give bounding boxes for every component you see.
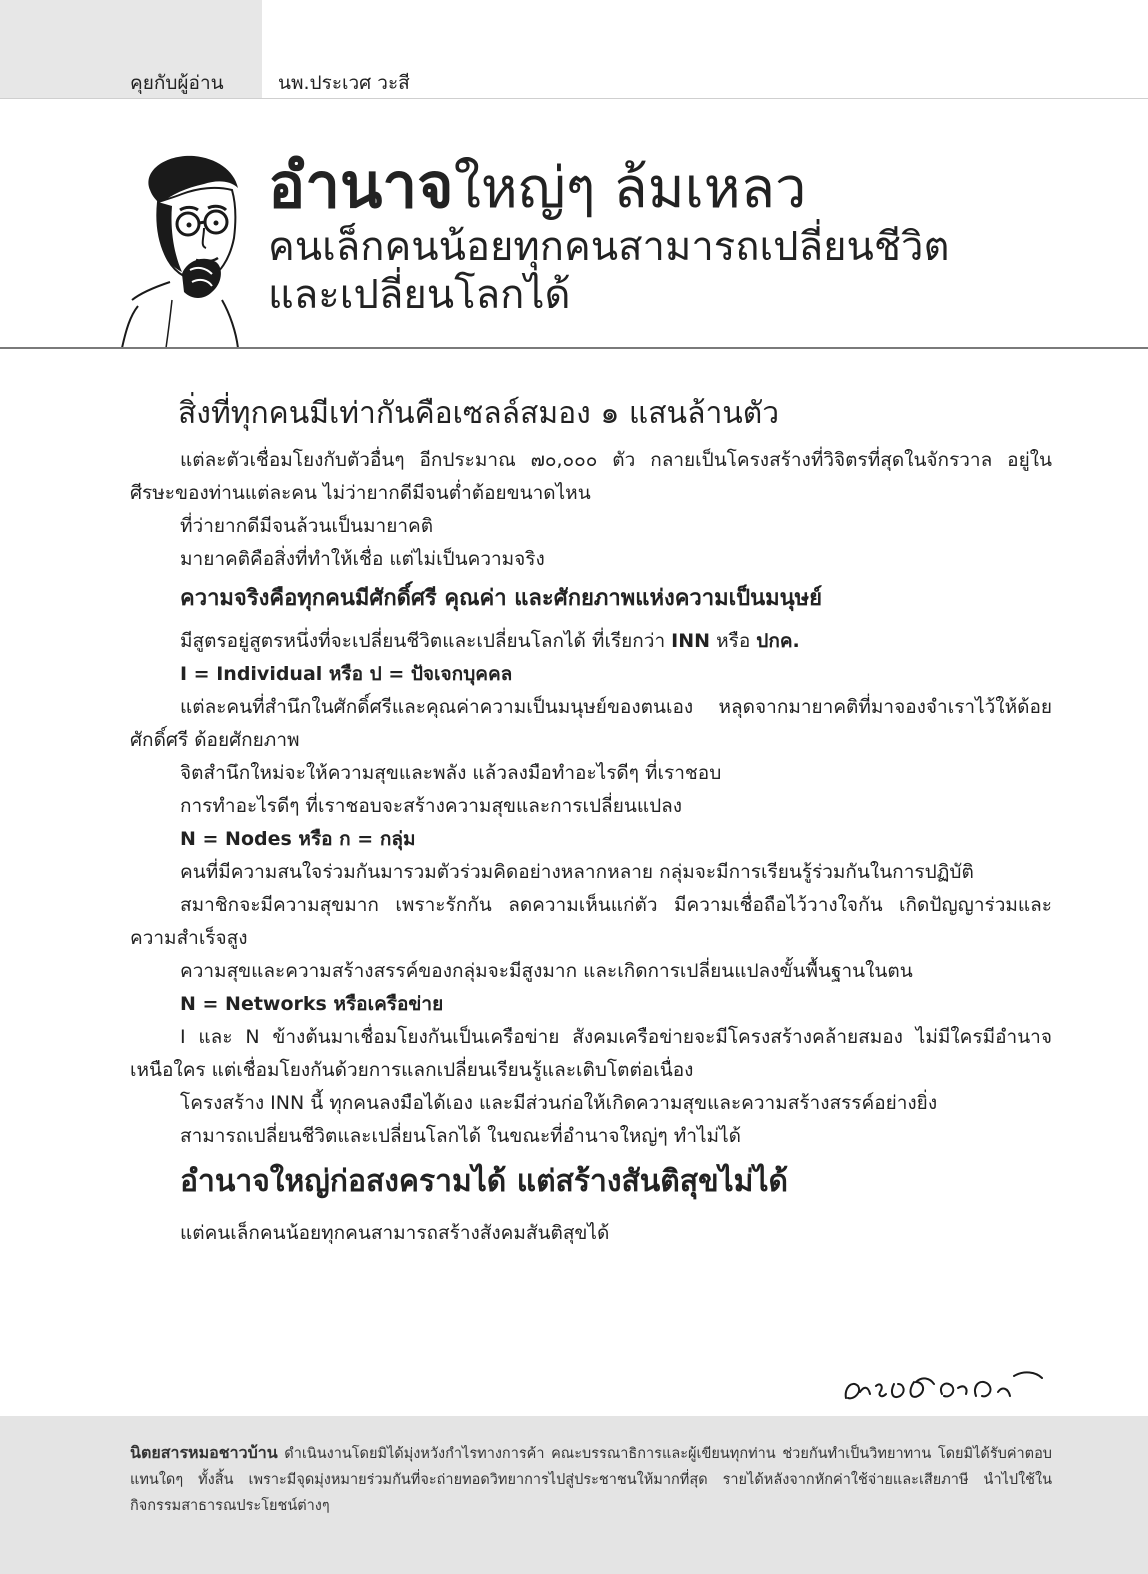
- title-line-3: และเปลี่ยนโลกได้: [268, 272, 571, 318]
- footer-notice: [130, 1440, 1052, 1519]
- formula-pkk: ปกค.: [756, 630, 800, 652]
- formula-inn: INN: [671, 630, 711, 652]
- article-title: [268, 149, 1108, 319]
- formula-or: หรือ: [710, 630, 757, 652]
- paragraph: การทำอะไรดีๆ ที่เราชอบจะสร้างความสุขและการเปลี่ยนแปลง: [180, 795, 683, 817]
- author-name: นพ.ประเวศ วะสี: [278, 72, 410, 94]
- paragraph: คนที่มีความสนใจร่วมกันมารวมตัวร่วมคิดอย่างหลากหลาย กลุ่มจะมีการเรียนรู้ร่วมกันในการปฏิบัติ: [180, 861, 974, 883]
- title-line-2: คนเล็กคนน้อยทุกคนสามารถเปลี่ยนชีวิต: [268, 224, 950, 270]
- paragraph: ความสุขและความสร้างสรรค์ของกลุ่มจะมีสูงมาก และเกิดการเปลี่ยนแปลงขั้นพื้นฐานในตน: [180, 960, 913, 982]
- paragraph: แต่ละคนที่สำนึกในศักดิ์ศรีและคุณค่าความเป็นมนุษย์ของตนเอง หลุดจากมายาคติที่มาจองจำเราไว้ให้ด้อยศักดิ์ศรี ด้อยศักยภาพ: [130, 696, 1052, 751]
- paragraph: I และ N ข้างต้นมาเชื่อมโยงกันเป็นเครือข่าย สังคมเครือข่ายจะมีโครงสร้างคล้ายสมอง ไม่มีใครมีอำนาจเหนือใคร แต่เชื่อมโยงกันด้วยการแลกเปลี่ยนเรียนรู้และเติบโตต่อเนื่อง: [130, 1026, 1052, 1081]
- paragraph: จิตสำนึกใหม่จะให้ความสุขและพลัง แล้วลงมือทำอะไรดีๆ ที่เราชอบ: [180, 762, 722, 784]
- title-divider: [0, 347, 1148, 349]
- paragraph-formula: [130, 625, 1052, 658]
- header-divider: [0, 98, 1148, 99]
- paragraph: ที่ว่ายากดีมีจนล้วนเป็นมายาคติ: [180, 515, 434, 537]
- author-portrait: [112, 150, 252, 348]
- title-line-1-rest: ใหญ่ๆ ล้มเหลว: [453, 156, 807, 221]
- article-body: [130, 392, 1052, 1250]
- lead-statement: สิ่งที่ทุกคนมีเท่ากันคือเซลล์สมอง ๑ แสนล้านตัว: [178, 396, 780, 431]
- formula-intro: มีสูตรอยู่สูตรหนึ่งที่จะเปลี่ยนชีวิตและเปลี่ยนโลกได้ ที่เรียกว่า: [180, 630, 672, 652]
- paragraph: สามารถเปลี่ยนชีวิตและเปลี่ยนโลกได้ ในขณะที่อำนาจใหญ่ๆ ทำไม่ได้: [180, 1125, 741, 1147]
- author-signature: [838, 1362, 1048, 1412]
- footer-notice-text: ดำเนินงานโดยมิได้มุ่งหวังกำไรทางการค้า คณะบรรณาธิการและผู้เขียนทุกท่าน ช่วยกันทำเป็นวิทยาทาน โดยมิได้รับค่าตอบแทนใดๆ ทั้งสิ้น เพราะมีจุดมุ่งหมายร่วมกันที่จะถ่ายทอดวิทยาการไปสู่ประชาชนให้มากที่สุด รายได้หลังจากหักค่าใช้จ่ายและเสียภาษี นำไปใช้ในกิจกรรมสาธารณประโยชน์ต่างๆ: [130, 1446, 1052, 1514]
- label-networks: N = Networks หรือเครือข่าย: [180, 993, 444, 1015]
- label-individual: I = Individual หรือ ป = ปัจเจกบุคคล: [180, 663, 513, 685]
- key-statement: อำนาจใหญ่ก่อสงครามได้ แต่สร้างสันติสุขไม่ได้: [180, 1164, 789, 1199]
- paragraph: แต่คนเล็กคนน้อยทุกคนสามารถสร้างสังคมสันติสุขได้: [180, 1222, 610, 1244]
- paragraph: สมาชิกจะมีความสุขมาก เพราะรักกัน ลดความเห็นแก่ตัว มีความเชื่อถือไว้วางใจกัน เกิดปัญญาร่วมและความสำเร็จสูง: [130, 894, 1052, 949]
- magazine-name: นิตยสารหมอชาวบ้าน: [130, 1443, 278, 1462]
- paragraph: โครงสร้าง INN นี้ ทุกคนลงมือได้เอง และมีส่วนก่อให้เกิดความสุขและความสร้างสรรค์อย่างยิ่ง: [180, 1092, 938, 1114]
- title-line-1: [268, 149, 1108, 223]
- paragraph: แต่ละตัวเชื่อมโยงกับตัวอื่นๆ อีกประมาณ ๗๐,๐๐๐ ตัว กลายเป็นโครงสร้างที่วิจิตรที่สุดในจักรวาล อยู่ในศีรษะของท่านแต่ละคน ไม่ว่ายากดีมีจนต่ำต้อยขนาดไหน: [130, 449, 1052, 504]
- paragraph: มายาคติคือสิ่งที่ทำให้เชื่อ แต่ไม่เป็นความจริง: [180, 548, 545, 570]
- title-emphasis: อำนาจ: [268, 149, 454, 222]
- section-subhead: ความจริงคือทุกคนมีศักดิ์ศรี คุณค่า และศักยภาพแห่งความเป็นมนุษย์: [180, 586, 823, 611]
- column-name: คุยกับผู้อ่าน: [130, 72, 224, 94]
- label-nodes: N = Nodes หรือ ก = กลุ่ม: [180, 828, 416, 850]
